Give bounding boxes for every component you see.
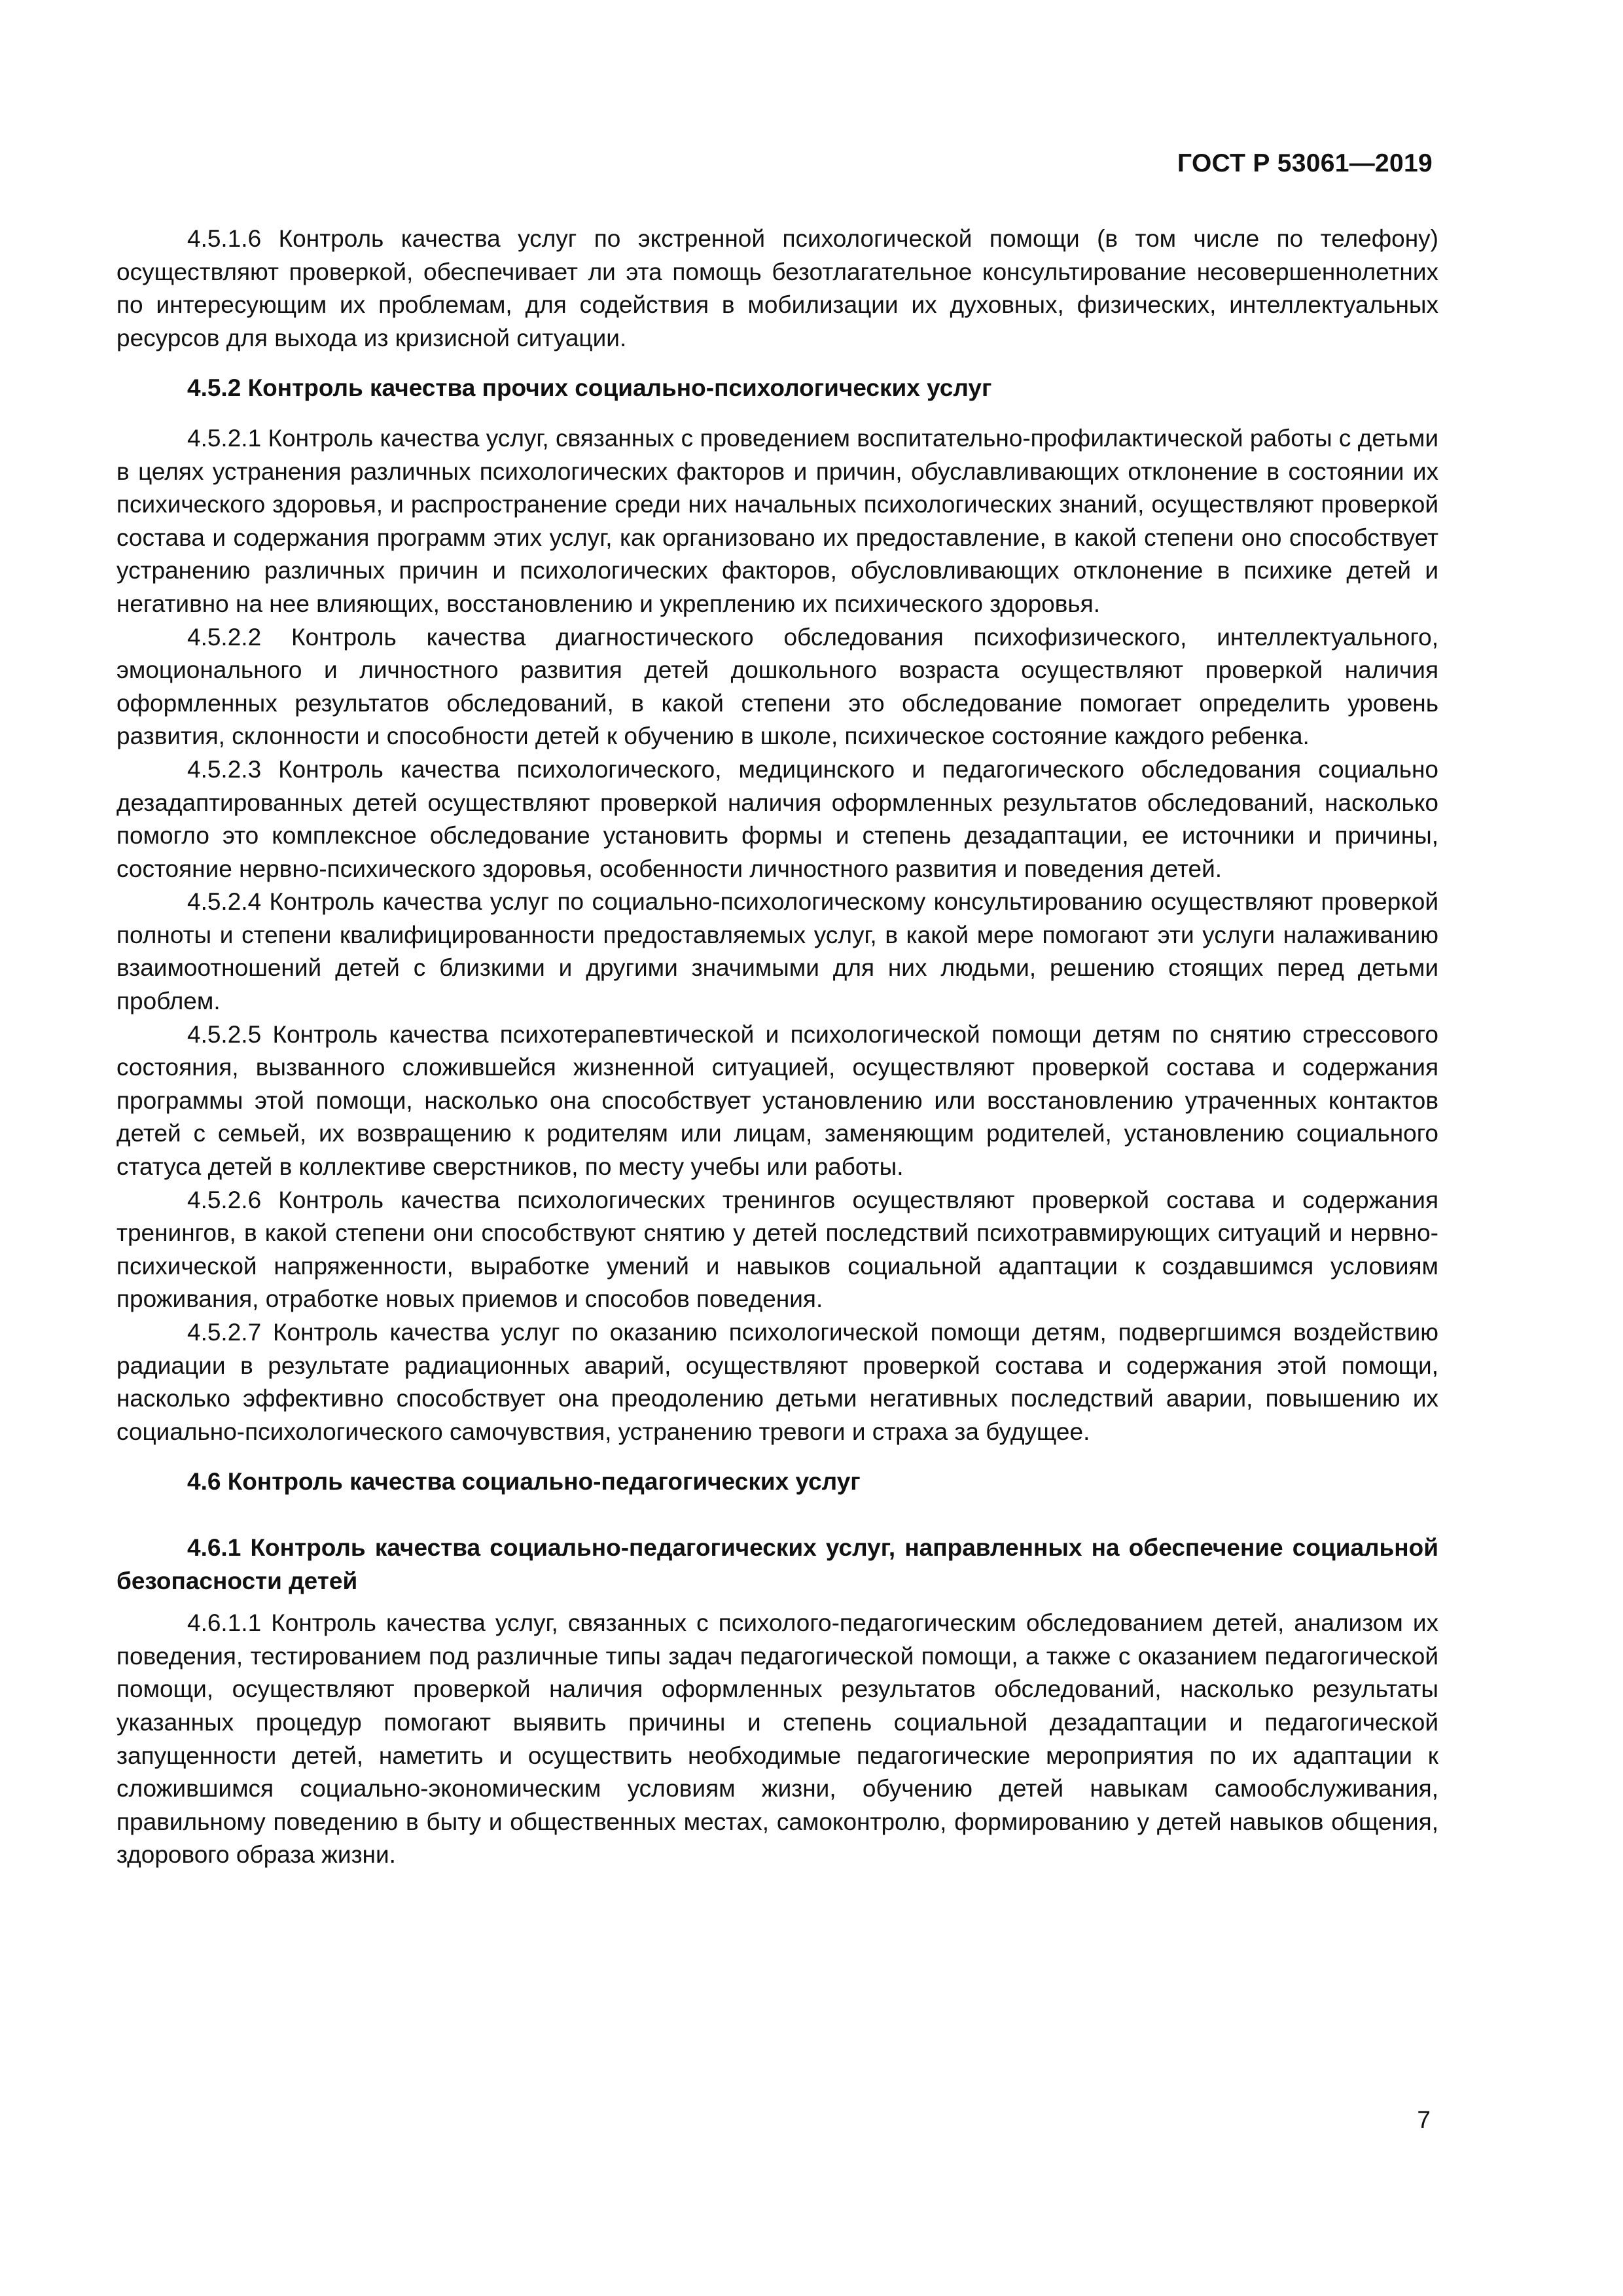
paragraph-4-6-1-1: 4.6.1.1 Контроль качества услуг, связанных с психолого-педагогическим обследованием детей, анализом их поведения, тестированием под различные типы задач педагогической помощи, а также с оказанием педагогической помощи, осуществляют проверкой наличия оформленных результатов обследований, насколько результаты указанных процедур помогают выявить причины и степень социальной дезадаптации и педагогической запущенности детей, наметить и осуществить необходимые педагогические мероприятия по их адаптации к сложившимся социально-экономическим условиям жизни, обучению детей навыкам самообслуживания, правильному поведению в быту и общественных местах, самоконтролю, формированию у детей навыков общения, здорового образа жизни. bbox=[116, 1609, 1438, 1869]
standard-header: ГОСТ Р 53061—2019 bbox=[1177, 149, 1433, 177]
heading-4-5-2: 4.5.2 Контроль качества прочих социально-психологических услуг bbox=[187, 374, 992, 402]
paragraph-4-5-2-1: 4.5.2.1 Контроль качества услуг, связанных с проведением воспитательно-профилактической работы с детьми в целях устранения различных психологических факторов и причин, обуславливающих отклонение в состоянии их психического здоровья, и распространение среди них начальных психологических знаний, осуществляют проверкой состава и содержания программ этих услуг, как организовано их предоставление, в какой степени оно способствует устранению различных причин и психологических факторов, обусловливающих отклонение в психике детей и негативно на нее влияющих, восстановлению и укреплению их психического здоровья. bbox=[116, 424, 1438, 617]
paragraph-4-5-2-3: 4.5.2.3 Контроль качества психологического, медицинского и педагогического обследования социально дезадаптированных детей осуществляют проверкой наличия оформленных результатов обследований, насколько помогло это комплексное обследование установить формы и степень дезадаптации, ее источники и причины, состояние нервно-психического здоровья, особенности личностного развития и поведения детей. bbox=[116, 755, 1438, 882]
paragraph-4-5-1-6: 4.5.1.6 Контроль качества услуг по экстренной психологической помощи (в том числе по телефону) осуществляют проверкой, обеспечивает ли эта помощь безотлагательное консультирование несовершеннолетних по интересующим их проблемам, для содействия в мобилизации их духовных, физических, интеллектуальных ресурсов для выхода из кризисной ситуации. bbox=[116, 225, 1438, 351]
paragraph-4-5-2-7: 4.5.2.7 Контроль качества услуг по оказанию психологической помощи детям, подвергшимся воздействию радиации в результате радиационных аварий, осуществляют проверкой состава и содержания этой помощи, насколько эффективно способствует она преодолению детьми негативных последствий аварии, повышению их социально-психологического самочувствия, устранению тревоги и страха за будущее. bbox=[116, 1319, 1438, 1445]
paragraph-4-5-2-5: 4.5.2.5 Контроль качества психотерапевтической и психологической помощи детям по снятию стрессового состояния, вызванного сложившейся жизненной ситуацией, осуществляют проверкой состава и содержания программы этой помощи, насколько она способствует установлению или восстановлению утраченных контактов детей с семьей, их возвращению к родителям или лицам, заменяющим родителей, установлению социального статуса детей в коллективе сверстников, по месту учебы или работы. bbox=[116, 1020, 1438, 1181]
paragraph-4-5-2-6: 4.5.2.6 Контроль качества психологических тренингов осуществляют проверкой состава и содержания тренингов, в какой степени они способствуют снятию у детей последствий психотравмирующих ситуаций и нервно-психической напряженности, выработке умений и навыков социальной адаптации к создавшимся условиям проживания, отработке новых приемов и способов поведения. bbox=[116, 1186, 1438, 1313]
page-number: 7 bbox=[1417, 2106, 1431, 2133]
paragraph-4-5-2-2: 4.5.2.2 Контроль качества диагностического обследования психофизического, интеллектуального, эмоционального и личностного развития детей дошкольного возраста осуществляют проверкой наличия оформленных результатов обследований, в какой степени это обследование помогает определить уровень развития, склонности и способности детей к обучению в школе, психическое состояние каждого ребенка. bbox=[116, 623, 1438, 750]
heading-4-6: 4.6 Контроль качества социально-педагогических услуг bbox=[187, 1468, 861, 1496]
paragraph-4-5-2-4: 4.5.2.4 Контроль качества услуг по социально-психологическому консультированию осуществляют проверкой полноты и степени квалифицированности предоставляемых услуг, в какой мере помогают эти услуги налаживанию взаимоотношений детей с близкими и другими значимыми для них людьми, решению стоящих перед детьми проблем. bbox=[116, 888, 1438, 1015]
document-body bbox=[116, 223, 1438, 1872]
heading-4-6-1: 4.6.1 Контроль качества социально-педагогических услуг, направленных на обеспечение социальной безопасности детей bbox=[116, 1534, 1438, 1594]
